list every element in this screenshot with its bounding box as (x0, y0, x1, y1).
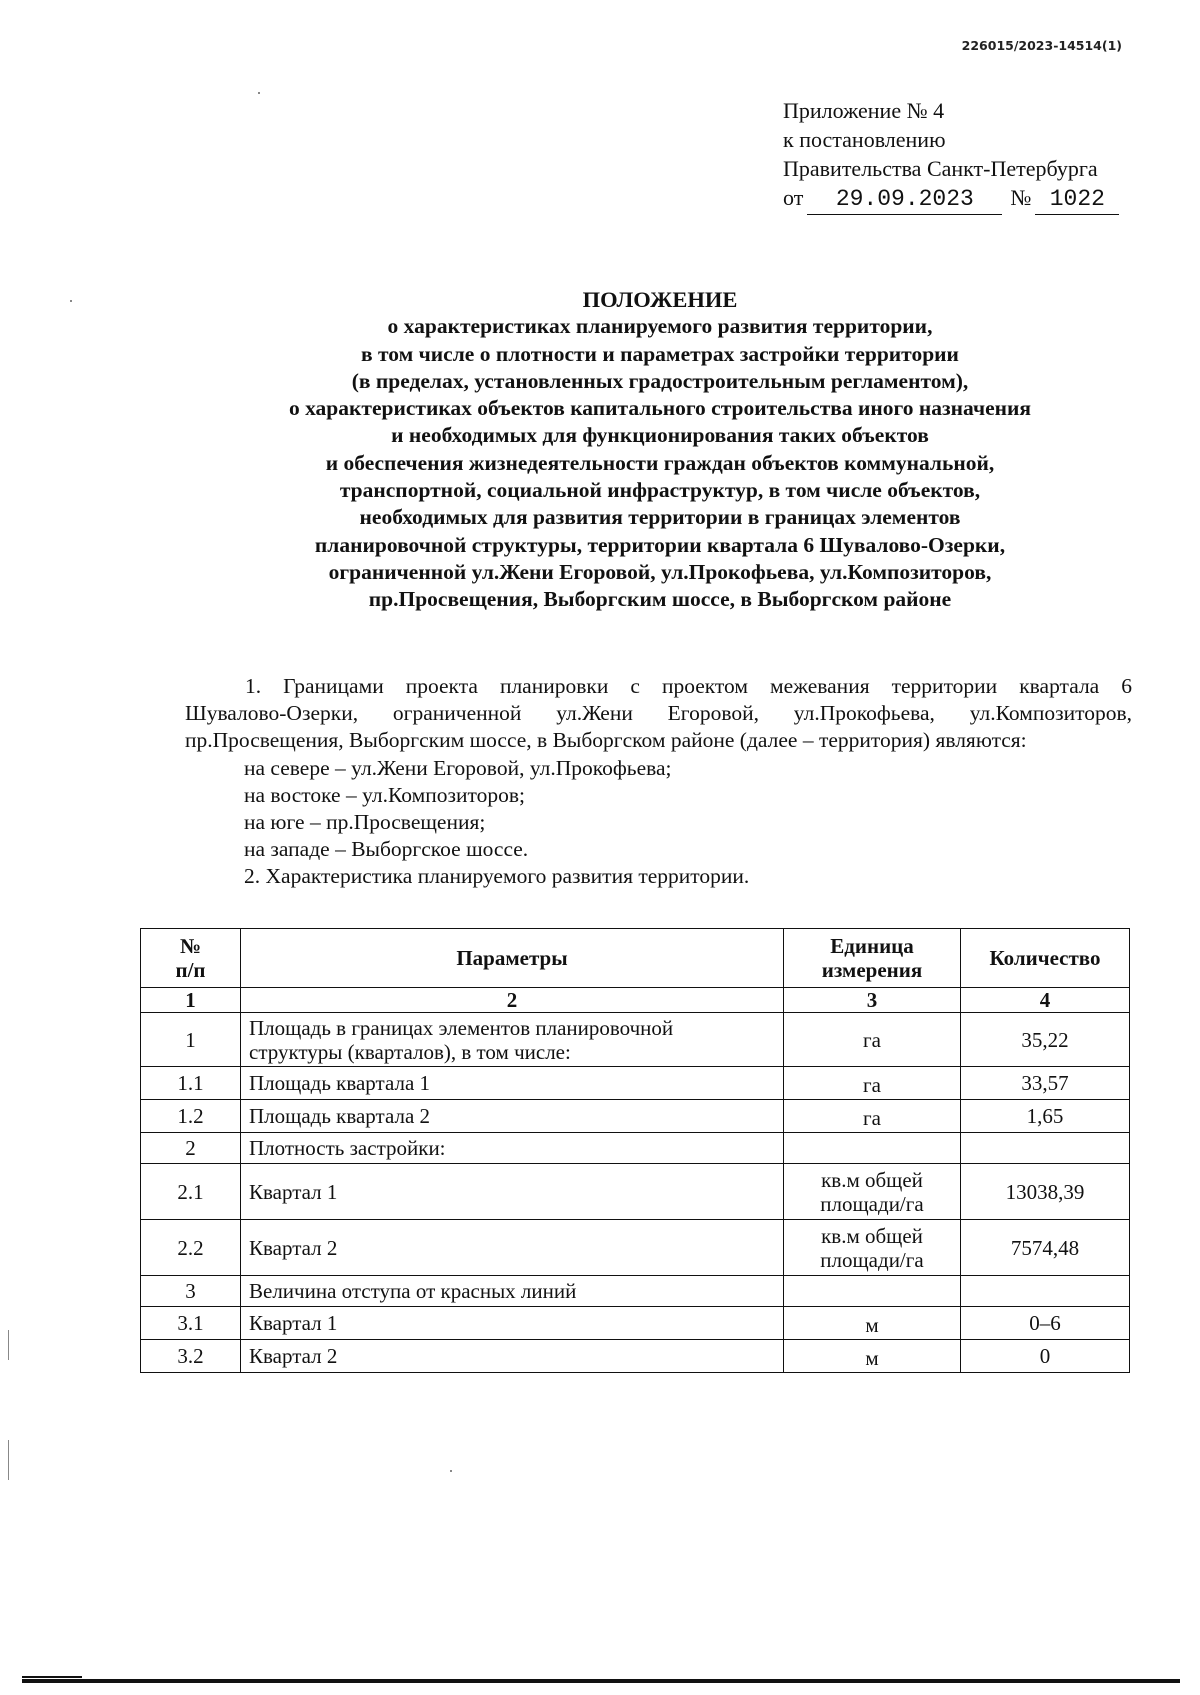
appendix-line-3: Правительства Санкт-Петербурга (783, 156, 1098, 181)
column-index: 1 (141, 988, 241, 1013)
row-parameter: Площадь квартала 1 (241, 1067, 784, 1100)
header-unit (784, 929, 961, 988)
row-unit-l1: кв.м общей (821, 1223, 923, 1248)
header-unit-l2: измерения (821, 958, 923, 982)
parameters-table (140, 928, 1130, 1373)
table-row (141, 1276, 1130, 1307)
row-unit (784, 1276, 961, 1307)
appendix-block (783, 96, 1119, 215)
row-number: 1.1 (141, 1067, 241, 1100)
row-quantity (961, 1133, 1130, 1164)
table-row (141, 1340, 1130, 1373)
row-quantity: 33,57 (961, 1067, 1130, 1100)
body-text (185, 673, 1132, 891)
row-number: 1 (141, 1013, 241, 1067)
decree-number: 1022 (1035, 185, 1119, 215)
row-quantity: 0 (961, 1340, 1130, 1373)
title-line: в том числе о плотности и параметрах застройки территории (361, 341, 959, 366)
boundary-north: на севере – ул.Жени Егоровой, ул.Прокофьева; (244, 755, 672, 780)
row-unit-l2: площади/га (820, 1247, 924, 1272)
boundary-west: на западе – Выборгское шоссе. (244, 837, 529, 862)
paragraph-2: 2. Характеристика планируемого развития территории. (244, 864, 750, 889)
table-index-row (141, 988, 1130, 1013)
row-unit: га (784, 1013, 961, 1067)
table-row (141, 1307, 1130, 1340)
decree-date: 29.09.2023 (807, 185, 1002, 215)
row-parameter: Квартал 2 (241, 1340, 784, 1373)
title-line: необходимых для развития территории в границах элементов (359, 505, 961, 530)
paragraph-1-line-2: Шувалово-Озерки, ограниченной ул.Жени Егоровой, ул.Прокофьева, ул.Композиторов, (185, 701, 1132, 726)
title-line: и обеспечения жизнедеятельности граждан объектов коммунальной, (325, 450, 995, 475)
registration-number: 226015/2023-14514(1) (961, 38, 1122, 53)
row-quantity: 1,65 (961, 1100, 1130, 1133)
title-line: ограниченной ул.Жени Егоровой, ул.Прокофьева, ул.Композиторов, (328, 559, 992, 584)
appendix-line-2: к постановлению (783, 127, 946, 152)
header-number (141, 929, 241, 988)
scan-speck (450, 1470, 452, 1472)
scan-speck (8, 1440, 9, 1480)
column-index: 3 (784, 988, 961, 1013)
table-header-row (141, 929, 1130, 988)
paragraph-1-line-1: 1. Границами проекта планировки с проектом межевания территории квартала 6 (245, 674, 1132, 698)
header-quantity: Количество (961, 929, 1130, 988)
row-unit-l2: площади/га (820, 1191, 924, 1216)
scan-edge-mark (22, 1676, 82, 1678)
row-number: 2.1 (141, 1164, 241, 1220)
row-parameter: Квартал 1 (241, 1164, 784, 1220)
scan-speck (70, 300, 72, 302)
boundary-east: на востоке – ул.Композиторов; (244, 782, 525, 807)
paragraph-1-line-3: пр.Просвещения, Выборгским шоссе, в Выборгском районе (далее – территория) являются: (185, 728, 1027, 753)
row-number: 2 (141, 1133, 241, 1164)
table-row (141, 1067, 1130, 1100)
row-unit: га (784, 1100, 961, 1133)
row-parameter-l1: Площадь в границах элементов планировочной (249, 1015, 674, 1040)
document-title (140, 286, 1180, 614)
row-unit (784, 1220, 961, 1276)
scan-speck (258, 92, 260, 94)
row-quantity: 0–6 (961, 1307, 1130, 1340)
header-number-l1: № (179, 934, 202, 958)
row-parameter: Величина отступа от красных линий (241, 1276, 784, 1307)
column-index: 2 (241, 988, 784, 1013)
from-label: от (783, 185, 804, 210)
row-number: 1.2 (141, 1100, 241, 1133)
row-quantity: 13038,39 (961, 1164, 1130, 1220)
table-row (141, 1220, 1130, 1276)
row-unit-l1: кв.м общей (821, 1167, 923, 1192)
row-parameter-l2: структуры (кварталов), в том числе: (249, 1039, 571, 1064)
row-parameter: Квартал 2 (241, 1220, 784, 1276)
row-quantity: 7574,48 (961, 1220, 1130, 1276)
appendix-date-line (783, 183, 1119, 215)
row-parameter: Квартал 1 (241, 1307, 784, 1340)
number-label: № (1010, 185, 1032, 210)
row-parameter (241, 1013, 784, 1067)
scan-speck (8, 1330, 9, 1360)
row-parameter: Площадь квартала 2 (241, 1100, 784, 1133)
row-number: 3.1 (141, 1307, 241, 1340)
row-number: 2.2 (141, 1220, 241, 1276)
row-unit (784, 1133, 961, 1164)
column-index: 4 (961, 988, 1130, 1013)
title-line: планировочной структуры, территории квартала 6 Шувалово-Озерки, (314, 532, 1006, 557)
table-row (141, 1164, 1130, 1220)
bottom-rule (22, 1679, 1180, 1683)
row-unit: м (784, 1340, 961, 1373)
title-main: ПОЛОЖЕНИЕ (582, 287, 738, 312)
row-parameter: Плотность застройки: (241, 1133, 784, 1164)
title-line: пр.Просвещения, Выборгским шоссе, в Выборгском районе (368, 587, 952, 612)
table-row (141, 1013, 1130, 1067)
title-line: (в пределах, установленных градостроительным регламентом), (351, 368, 969, 393)
table-row (141, 1100, 1130, 1133)
row-quantity: 35,22 (961, 1013, 1130, 1067)
row-number: 3 (141, 1276, 241, 1307)
header-number-l2: п/п (175, 958, 206, 982)
title-line: транспортной, социальной инфраструктур, в том числе объектов, (339, 478, 981, 503)
boundary-south: на юге – пр.Просвещения; (244, 810, 486, 835)
appendix-line-1: Приложение № 4 (783, 98, 945, 123)
row-unit (784, 1164, 961, 1220)
title-line: о характеристиках планируемого развития территории, (387, 314, 933, 339)
row-unit: га (784, 1067, 961, 1100)
title-line: и необходимых для функционирования таких объектов (391, 423, 929, 448)
row-unit: м (784, 1307, 961, 1340)
table-row (141, 1133, 1130, 1164)
row-number: 3.2 (141, 1340, 241, 1373)
header-unit-l1: Единица (830, 934, 914, 958)
row-quantity (961, 1276, 1130, 1307)
header-parameters: Параметры (241, 929, 784, 988)
title-line: о характеристиках объектов капитального строительства иного назначения (288, 396, 1032, 421)
